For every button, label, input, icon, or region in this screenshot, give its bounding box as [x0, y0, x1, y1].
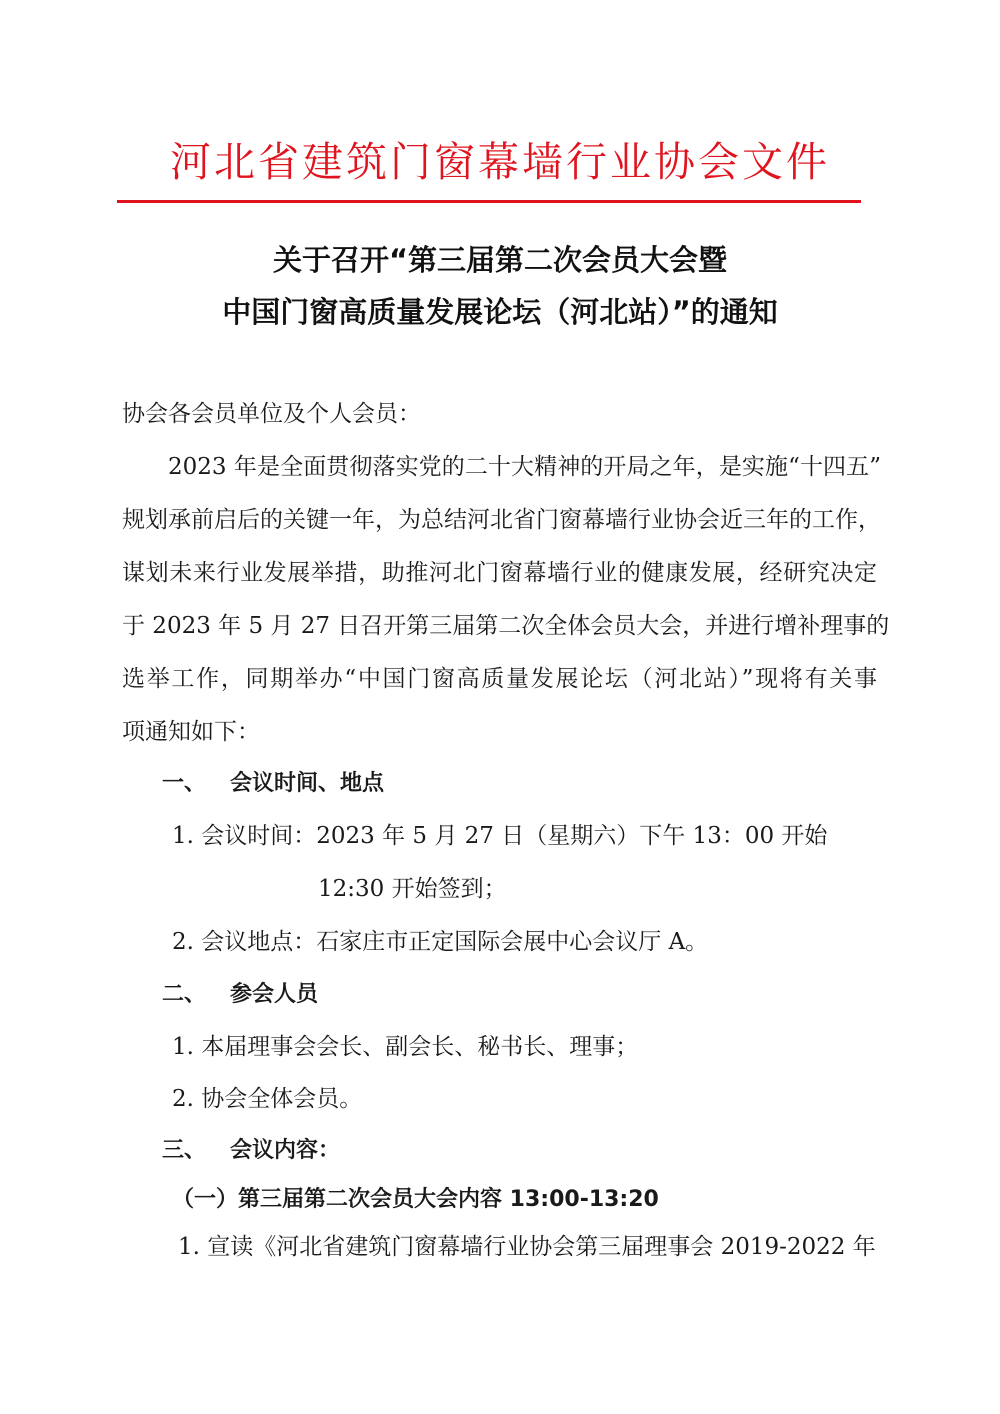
paragraph-line: 2023 年是全面贯彻落实党的二十大精神的开局之年，是实施“十四五” [168, 454, 881, 480]
section-number: 二、 [162, 982, 207, 1007]
section-heading-2 [162, 978, 318, 1012]
notice-title-line-1: 关于召开“第三届第二次会员大会暨 [272, 243, 728, 277]
paragraph-line: 项通知如下： [122, 719, 260, 745]
section-title: 会议内容： [230, 1138, 341, 1163]
org-header-title: 河北省建筑门窗幕墙行业协会文件 [170, 138, 830, 186]
subsection-heading: （一）第三届第二次会员大会内容 13:00-13:20 [172, 1187, 659, 1212]
list-item: 1. 本届理事会会长、副会长、秘书长、理事； [172, 1034, 639, 1060]
list-item: 1. 宣读《河北省建筑门窗幕墙行业协会第三届理事会 2019-2022 年 [178, 1234, 876, 1260]
section-title: 会议时间、地点 [230, 771, 385, 796]
section-heading-1 [162, 767, 384, 801]
section-title: 参会人员 [230, 982, 319, 1007]
list-item: 1. 会议时间：2023 年 5 月 27 日（星期六）下午 13：00 开始 [172, 823, 828, 849]
paragraph-line: 规划承前启后的关键一年，为总结河北省门窗幕墙行业协会近三年的工作， [122, 507, 881, 533]
salutation: 协会各会员单位及个人会员： [122, 401, 421, 427]
header-red-rule [117, 200, 861, 203]
list-item: 2. 协会全体会员。 [172, 1086, 363, 1112]
section-number: 一、 [162, 771, 207, 796]
section-heading-3 [162, 1134, 340, 1168]
notice-title-line-2: 中国门窗高质量发展论坛（河北站）”的通知 [222, 295, 778, 329]
section-number: 三、 [162, 1138, 207, 1163]
list-item-continuation: 12:30 开始签到； [318, 876, 507, 902]
paragraph-line: 谋划未来行业发展举措，助推河北门窗幕墙行业的健康发展，经研究决定 [122, 560, 877, 586]
paragraph-line: 于 2023 年 5 月 27 日召开第三届第二次全体会员大会，并进行增补理事的 [122, 613, 890, 639]
list-item: 2. 会议地点：石家庄市正定国际会展中心会议厅 A。 [172, 929, 709, 955]
paragraph-line: 选举工作，同期举办“中国门窗高质量发展论坛（河北站）”现将有关事 [122, 666, 877, 692]
